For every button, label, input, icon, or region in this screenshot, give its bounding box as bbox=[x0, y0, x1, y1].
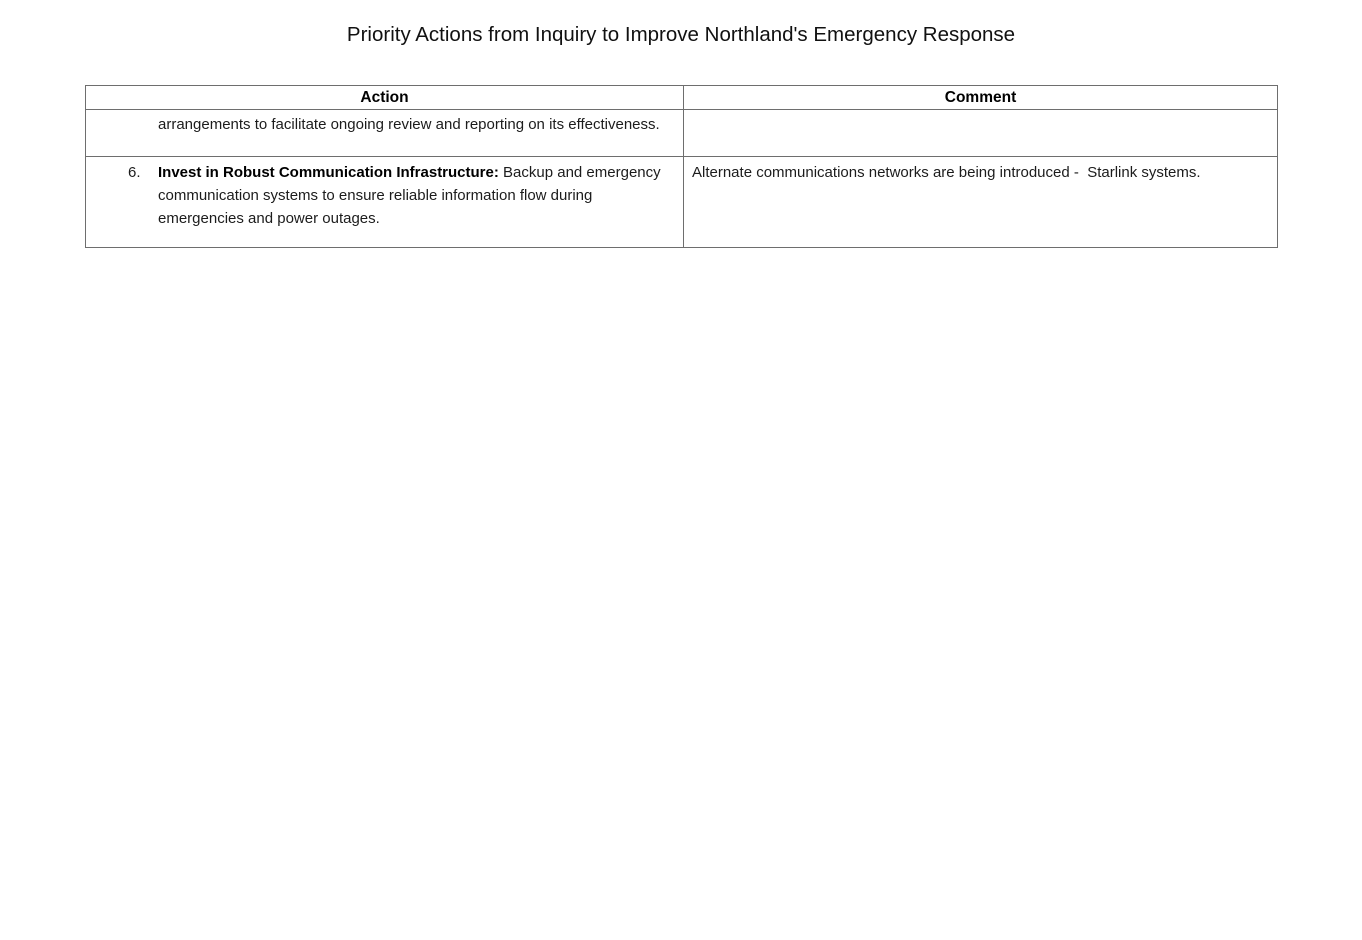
priority-actions-table bbox=[85, 85, 1278, 248]
action-continuation-text: arrangements to facilitate ongoing review and reporting on its effectiveness. bbox=[158, 116, 660, 133]
action-text: Backup and emergency communication systems to ensure reliable information flow during emergencies and power outages. bbox=[158, 164, 665, 227]
list-number: 6. bbox=[128, 164, 141, 181]
comment-cell bbox=[684, 157, 1278, 248]
comment-text: Alternate communications networks are being introduced - Starlink systems. bbox=[692, 164, 1201, 181]
table-row-item-6 bbox=[86, 157, 1278, 248]
action-item bbox=[128, 161, 663, 230]
column-header-comment: Comment bbox=[684, 86, 1278, 110]
action-cell bbox=[86, 110, 684, 157]
document-title: Priority Actions from Inquiry to Improve Northland's Emergency Response bbox=[346, 23, 1016, 46]
action-cell bbox=[86, 157, 684, 248]
table-header-row bbox=[86, 86, 1278, 110]
comment-cell bbox=[684, 110, 1278, 157]
table-row-continuation bbox=[86, 110, 1278, 157]
column-header-action: Action bbox=[86, 86, 684, 110]
action-bold-text: Invest in Robust Communication Infrastructure: bbox=[158, 164, 499, 181]
